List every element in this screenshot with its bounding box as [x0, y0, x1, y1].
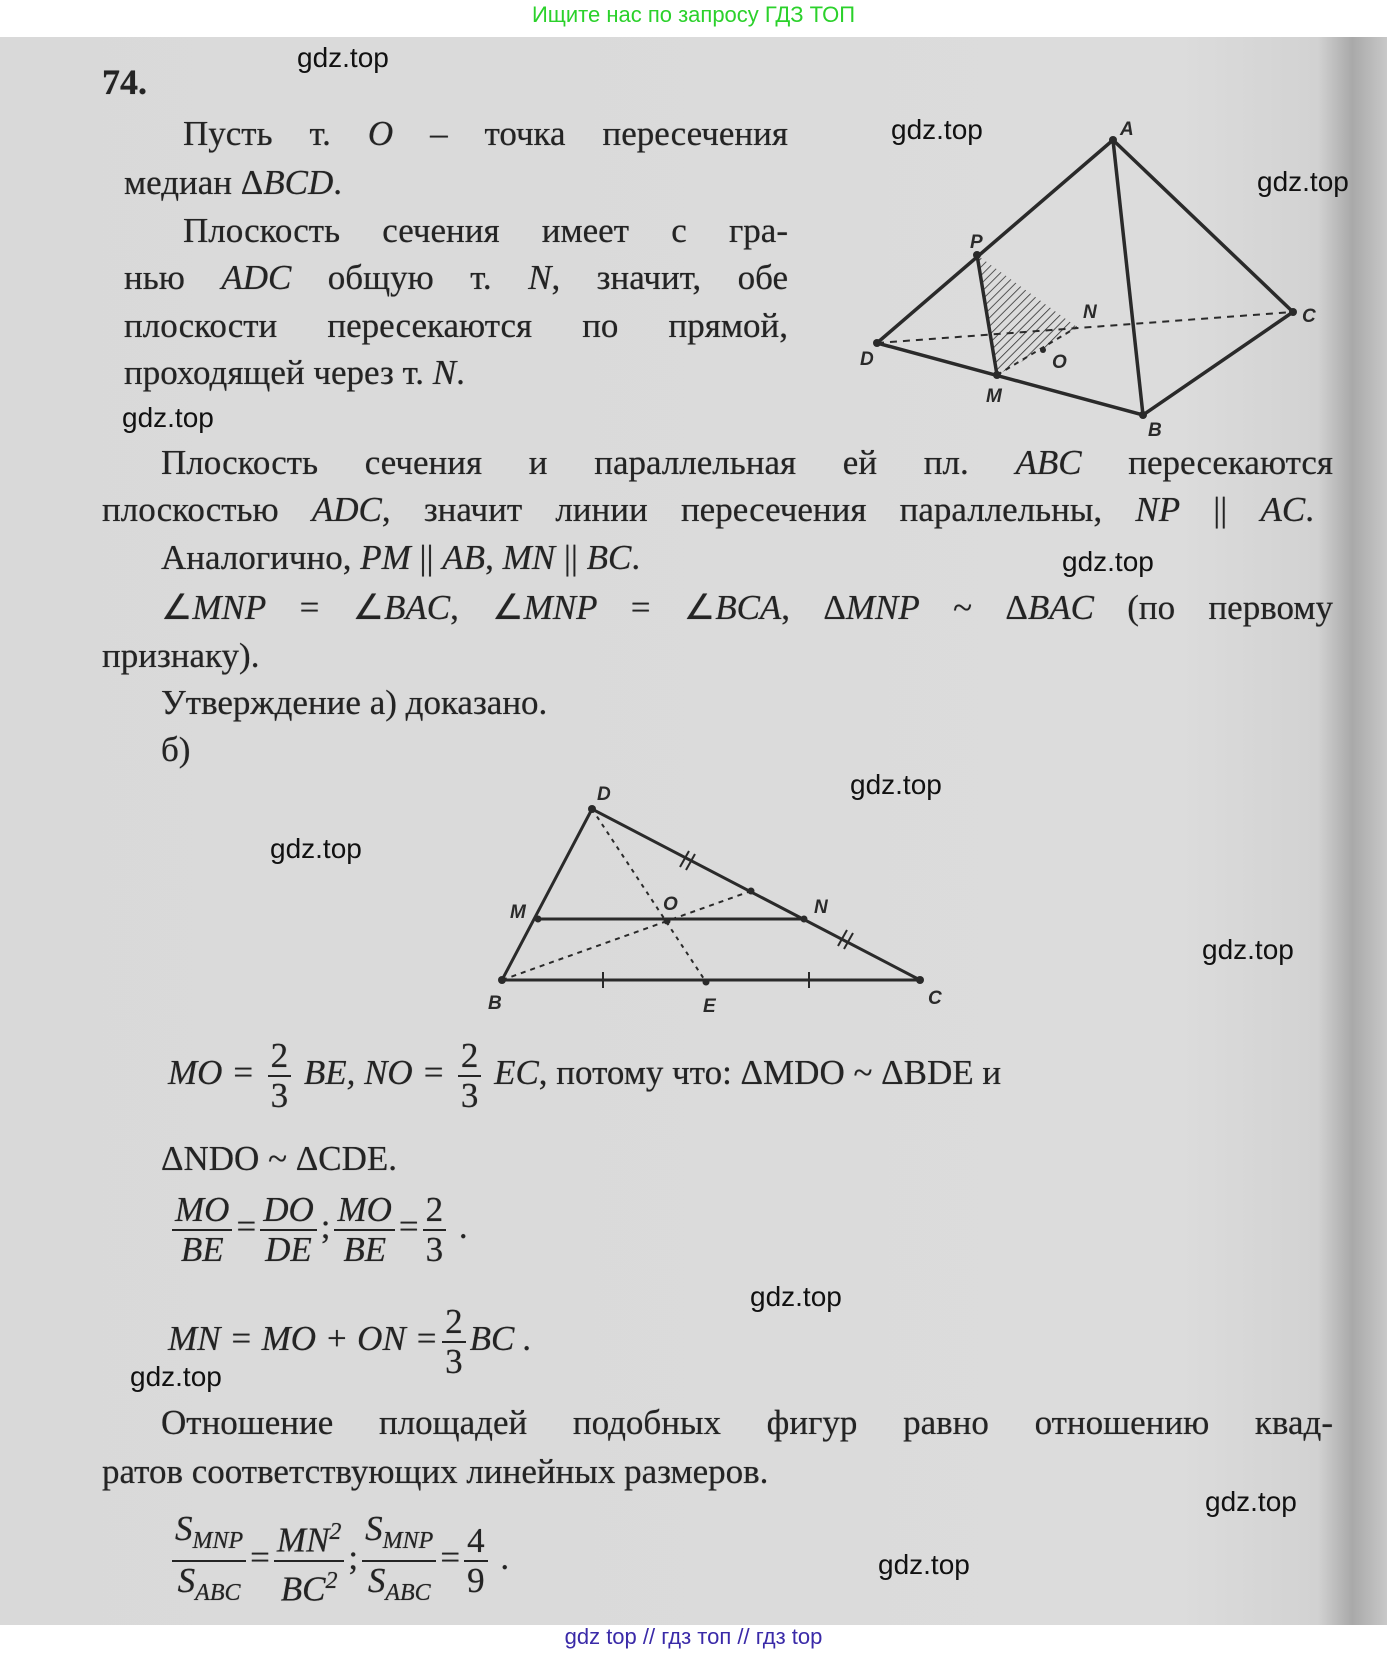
fraction-two-thirds: $\frac{2}{3}$ [458, 1037, 482, 1115]
label-B: B [488, 993, 502, 1014]
formula-ratios: $\frac{MO}{BE}$ = $\frac{DO}{DE}$ ; $\frac{MO}{BE}$ = $\frac{2}{3}$ . [168, 1191, 468, 1269]
formula-area-ratio: $\frac{S_{MNP}}{S_{ABC}}$ = $\frac{MN^2}{BC^2}$ ; $\frac{S_{MNP}}{S_{ABC}}$ = $\frac{4}{9}$ . [168, 1510, 509, 1612]
text-line: б) [161, 730, 191, 769]
watermark: gdz.top [1062, 546, 1154, 577]
watermark: gdz.top [1257, 166, 1349, 197]
text-line: ∠MNP = ∠BAC, ∠MNP = ∠BCA, ΔMNP ~ ΔBAC (по первому [161, 588, 1333, 627]
median-BK [502, 891, 751, 980]
text-line: проходящей через т. N. [124, 353, 465, 392]
label-C: C [928, 988, 942, 1009]
text-line: Аналогично, PM || AB, MN || BC. [161, 538, 641, 577]
text-line: Отношение площадей подобных фигур равно отношению квад- [161, 1403, 1333, 1442]
watermark: gdz.top [122, 402, 214, 433]
tetrahedron-figure [873, 136, 1297, 419]
text-line: Пусть т. O – точка пересечения [183, 114, 788, 153]
text-line: нью ADC общую т. N, значит, обе [124, 258, 788, 297]
formula-text: BE, NO = [303, 1053, 446, 1093]
search-banner: Ищите нас по запросу ГДЗ ТОП [0, 0, 1387, 37]
label-O: O [1052, 352, 1067, 373]
text-line: Утверждение а) доказано. [161, 683, 548, 722]
text-line: медиан ΔBCD. [124, 163, 343, 202]
formula-text: MO = [168, 1053, 255, 1093]
watermark: gdz.top [1202, 934, 1294, 965]
formula-text: , потому что: ΔMDO ~ ΔBDE и [538, 1053, 1002, 1093]
label-E: E [703, 996, 716, 1017]
label-M: M [986, 386, 1002, 407]
watermark: gdz.top [297, 42, 389, 73]
fraction-two-thirds: $\frac{2}{3}$ [268, 1037, 292, 1115]
footer-links: gdz top // гдз топ // гдз top [0, 1625, 1387, 1653]
formula-similarity: ΔNDO ~ ΔCDE. [161, 1139, 398, 1178]
label-B: B [1148, 420, 1162, 441]
text-line: ратов соответствующих линейных размеров. [102, 1452, 769, 1491]
problem-number: 74. [102, 62, 147, 102]
watermark: gdz.top [891, 114, 983, 145]
label-N: N [814, 897, 828, 918]
label-C: C [1302, 306, 1316, 327]
label-D: D [597, 784, 611, 805]
watermark: gdz.top [130, 1361, 222, 1392]
label-M: M [510, 902, 526, 923]
label-P: P [970, 232, 983, 253]
edge-AB [1113, 140, 1143, 415]
watermark: gdz.top [1205, 1486, 1297, 1517]
label-N: N [1083, 302, 1097, 323]
edges-outer [877, 140, 1293, 415]
text-line: Плоскость сечения и параллельная ей пл. ABC пересекаются [161, 443, 1333, 482]
watermark: gdz.top [878, 1549, 970, 1580]
text-line: признаку). [102, 636, 260, 675]
median-DE [592, 809, 706, 982]
text-line: Плоскость сечения имеет с гра- [183, 211, 788, 250]
formula-mo-no [168, 1037, 1001, 1115]
watermark: gdz.top [850, 769, 942, 800]
label-O: O [663, 894, 678, 915]
label-A: A [1120, 119, 1134, 140]
text-line: плоскости пересекаются по прямой, [124, 306, 788, 345]
watermark: gdz.top [270, 833, 362, 864]
label-D: D [860, 349, 874, 370]
triangle-BDC [502, 809, 920, 980]
triangle-figure [498, 805, 924, 988]
text-line: плоскостью ADC, значит линии пересечения параллельны, NP || AC. [102, 490, 1315, 529]
formula-mn: MN = MO + ON = $\frac{2}{3}$ BC . [168, 1302, 532, 1381]
formula-text: EC [494, 1053, 539, 1093]
watermark: gdz.top [750, 1281, 842, 1312]
